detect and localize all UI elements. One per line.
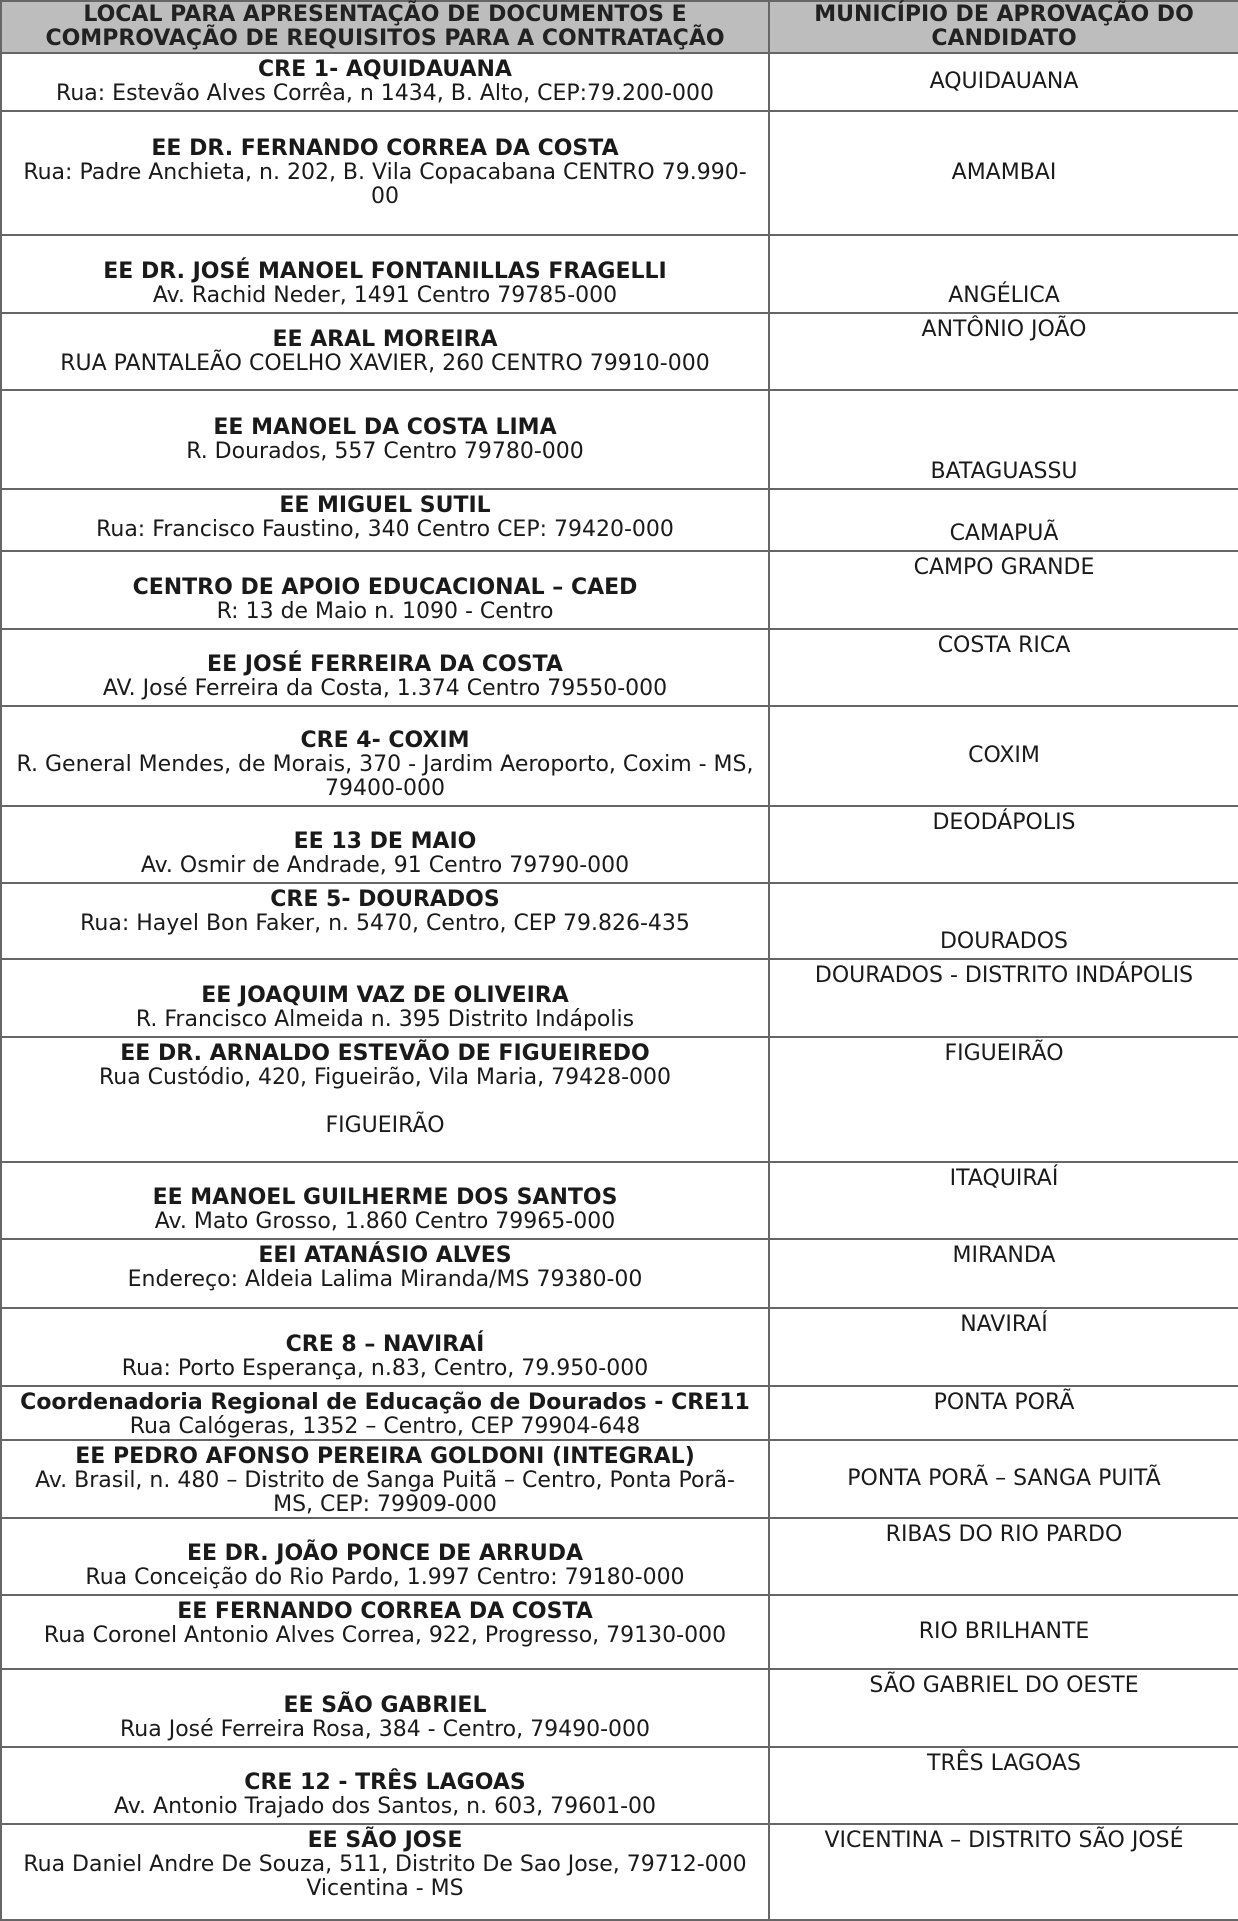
location-address: R. Francisco Almeida n. 395 Distrito Indápolis [135, 1007, 635, 1032]
location-address: Av. Rachid Neder, 1491 Centro 79785-000 [152, 283, 618, 308]
table-row [1, 313, 1238, 390]
municipio-cell: COXIM [769, 706, 1238, 806]
municipio-cell: AQUIDAUANA [769, 53, 1238, 111]
location-name: CENTRO DE APOIO EDUCACIONAL – CAED [132, 575, 638, 600]
location-cell [1, 629, 769, 706]
location-address: R: 13 de Maio n. 1090 - Centro [216, 599, 554, 624]
location-address: Rua: Hayel Bon Faker, n. 5470, Centro, CEP 79.826-435 [80, 911, 690, 936]
location-address: R. Dourados, 557 Centro 79780-000 [186, 438, 584, 464]
location-cell [1, 883, 769, 959]
location-address: Av. Osmir de Andrade, 91 Centro 79790-000 [140, 853, 630, 878]
location-cell [1, 1595, 769, 1669]
location-cell [1, 1440, 769, 1518]
location-cell [1, 1162, 769, 1239]
location-name: CRE 8 – NAVIRAÍ [285, 1332, 485, 1357]
municipio-cell: VICENTINA – DISTRITO SÃO JOSÉ [769, 1824, 1238, 1920]
location-cell [1, 959, 769, 1037]
location-address: Rua Daniel Andre De Souza, 511, Distrito De Sao Jose, 79712-000 Vicentina - MS [23, 1852, 747, 1901]
location-address: R. General Mendes, de Morais, 370 - Jardim Aeroporto, Coxim - MS, 79400-000 [16, 752, 754, 801]
municipio-cell: BATAGUASSU [769, 390, 1238, 489]
municipio-cell: PONTA PORÃ – SANGA PUITÃ [769, 1440, 1238, 1518]
location-cell [1, 53, 769, 111]
location-name: EEI ATANÁSIO ALVES [258, 1243, 512, 1268]
location-address: Rua: Padre Anchieta, n. 202, B. Vila Copacabana CENTRO 79.990-00 [23, 160, 747, 209]
location-address: Rua Calógeras, 1352 – Centro, CEP 79904-648 [129, 1414, 641, 1439]
municipio-cell: SÃO GABRIEL DO OESTE [769, 1669, 1238, 1747]
location-name: EE MANOEL GUILHERME DOS SANTOS [152, 1185, 618, 1210]
location-address: Rua Custódio, 420, Figueirão, Vila Maria, 79428-000 [98, 1065, 672, 1090]
table-row [1, 1386, 1238, 1440]
location-address: Av. Brasil, n. 480 – Distrito de Sanga Puitã – Centro, Ponta Porã-MS, CEP: 79909-000 [35, 1468, 735, 1517]
municipio-cell: DOURADOS [769, 883, 1238, 959]
location-cell [1, 806, 769, 883]
header-local: LOCAL PARA APRESENTAÇÃO DE DOCUMENTOS E COMPROVAÇÃO DE REQUISITOS PARA A CONTRATAÇÃO [1, 1, 769, 53]
table-row [1, 1824, 1238, 1920]
table-row [1, 1595, 1238, 1669]
table-row [1, 489, 1238, 551]
municipio-cell: PONTA PORÃ [769, 1386, 1238, 1440]
municipio-cell: CAMAPUÃ [769, 489, 1238, 551]
location-name: EE 13 DE MAIO [293, 829, 477, 854]
table-row [1, 111, 1238, 235]
location-cell [1, 489, 769, 551]
municipio-cell: CAMPO GRANDE [769, 551, 1238, 629]
location-name: CRE 4- COXIM [300, 728, 470, 753]
location-address: Rua: Estevão Alves Corrêa, n 1434, B. Alto, CEP:79.200-000 [56, 81, 714, 106]
location-name: CRE 1- AQUIDAUANA [258, 57, 512, 82]
location-name: EE JOSÉ FERREIRA DA COSTA [207, 652, 563, 677]
location-name: EE ARAL MOREIRA [272, 326, 498, 352]
location-address: Rua: Porto Esperança, n.83, Centro, 79.950-000 [121, 1356, 649, 1381]
location-cell [1, 1037, 769, 1162]
table-row [1, 53, 1238, 111]
location-cell [1, 1386, 769, 1440]
table-row [1, 551, 1238, 629]
location-name: EE SÃO JOSE [307, 1828, 463, 1853]
location-name: EE MANOEL DA COSTA LIMA [213, 414, 557, 440]
municipio-cell: DEODÁPOLIS [769, 806, 1238, 883]
location-cell [1, 551, 769, 629]
municipio-cell: DOURADOS - DISTRITO INDÁPOLIS [769, 959, 1238, 1037]
location-address: Rua: Francisco Faustino, 340 Centro CEP: 79420-000 [96, 517, 674, 542]
location-name: EE DR. JOÃO PONCE DE ARRUDA [186, 1541, 584, 1566]
municipio-cell: ANGÉLICA [769, 235, 1238, 313]
table-row [1, 1239, 1238, 1308]
municipio-cell: RIBAS DO RIO PARDO [769, 1518, 1238, 1595]
table-row [1, 959, 1238, 1037]
table-row [1, 390, 1238, 489]
location-name: CRE 12 - TRÊS LAGOAS [244, 1770, 526, 1795]
table-row [1, 629, 1238, 706]
municipio-cell: TRÊS LAGOAS [769, 1747, 1238, 1824]
municipio-cell: ITAQUIRAÍ [769, 1162, 1238, 1239]
location-name: EE MIGUEL SUTIL [279, 493, 491, 518]
header-municipio: MUNICÍPIO DE APROVAÇÃO DO CANDIDATO [769, 1, 1238, 53]
table-row [1, 1440, 1238, 1518]
municipio-cell: AMAMBAI [769, 111, 1238, 235]
location-extra: FIGUEIRÃO [325, 1113, 445, 1138]
location-address: Rua Coronel Antonio Alves Correa, 922, Progresso, 79130-000 [43, 1623, 727, 1648]
location-cell [1, 706, 769, 806]
location-cell [1, 1824, 769, 1920]
location-cell [1, 1669, 769, 1747]
location-address: Rua Conceição do Rio Pardo, 1.997 Centro: 79180-000 [85, 1565, 685, 1590]
table-row [1, 883, 1238, 959]
location-cell [1, 111, 769, 235]
table-row [1, 1162, 1238, 1239]
location-address: Av. Antonio Trajado dos Santos, n. 603, 79601-00 [113, 1794, 657, 1819]
location-address: Rua José Ferreira Rosa, 384 - Centro, 79490-000 [119, 1717, 651, 1742]
table-row [1, 1308, 1238, 1386]
municipio-cell: COSTA RICA [769, 629, 1238, 706]
table-header-row [1, 1, 1238, 53]
location-cell [1, 1747, 769, 1824]
table-row [1, 1518, 1238, 1595]
location-name: EE DR. FERNANDO CORREA DA COSTA [151, 136, 619, 161]
location-cell [1, 390, 769, 489]
location-name: EE JOAQUIM VAZ DE OLIVEIRA [201, 983, 569, 1008]
location-name: EE DR. JOSÉ MANOEL FONTANILLAS FRAGELLI [103, 259, 667, 284]
table-row [1, 1747, 1238, 1824]
location-address: Av. Mato Grosso, 1.860 Centro 79965-000 [154, 1209, 616, 1234]
municipio-cell: MIRANDA [769, 1239, 1238, 1308]
location-name: EE DR. ARNALDO ESTEVÃO DE FIGUEIREDO [120, 1041, 650, 1066]
location-cell [1, 313, 769, 390]
location-name: CRE 5- DOURADOS [270, 887, 500, 912]
location-name: EE PEDRO AFONSO PEREIRA GOLDONI (INTEGRAL) [75, 1444, 695, 1469]
municipio-cell: FIGUEIRÃO [769, 1037, 1238, 1162]
municipio-cell: RIO BRILHANTE [769, 1595, 1238, 1669]
municipio-cell: ANTÔNIO JOÃO [769, 313, 1238, 390]
location-cell [1, 1518, 769, 1595]
municipio-cell: NAVIRAÍ [769, 1308, 1238, 1386]
table-row [1, 806, 1238, 883]
location-name: EE SÃO GABRIEL [283, 1693, 487, 1718]
location-name: EE FERNANDO CORREA DA COSTA [177, 1599, 593, 1624]
location-cell [1, 235, 769, 313]
table-row [1, 1669, 1238, 1747]
location-cell [1, 1308, 769, 1386]
location-address: RUA PANTALEÃO COELHO XAVIER, 260 CENTRO 79910-000 [60, 350, 710, 376]
location-address: Endereço: Aldeia Lalima Miranda/MS 79380-00 [127, 1267, 643, 1292]
location-cell [1, 1239, 769, 1308]
location-name: Coordenadoria Regional de Educação de Dourados - CRE11 [20, 1390, 750, 1415]
table-row [1, 706, 1238, 806]
table-row [1, 235, 1238, 313]
table-row [1, 1037, 1238, 1162]
location-address: AV. José Ferreira da Costa, 1.374 Centro 79550-000 [102, 676, 668, 701]
